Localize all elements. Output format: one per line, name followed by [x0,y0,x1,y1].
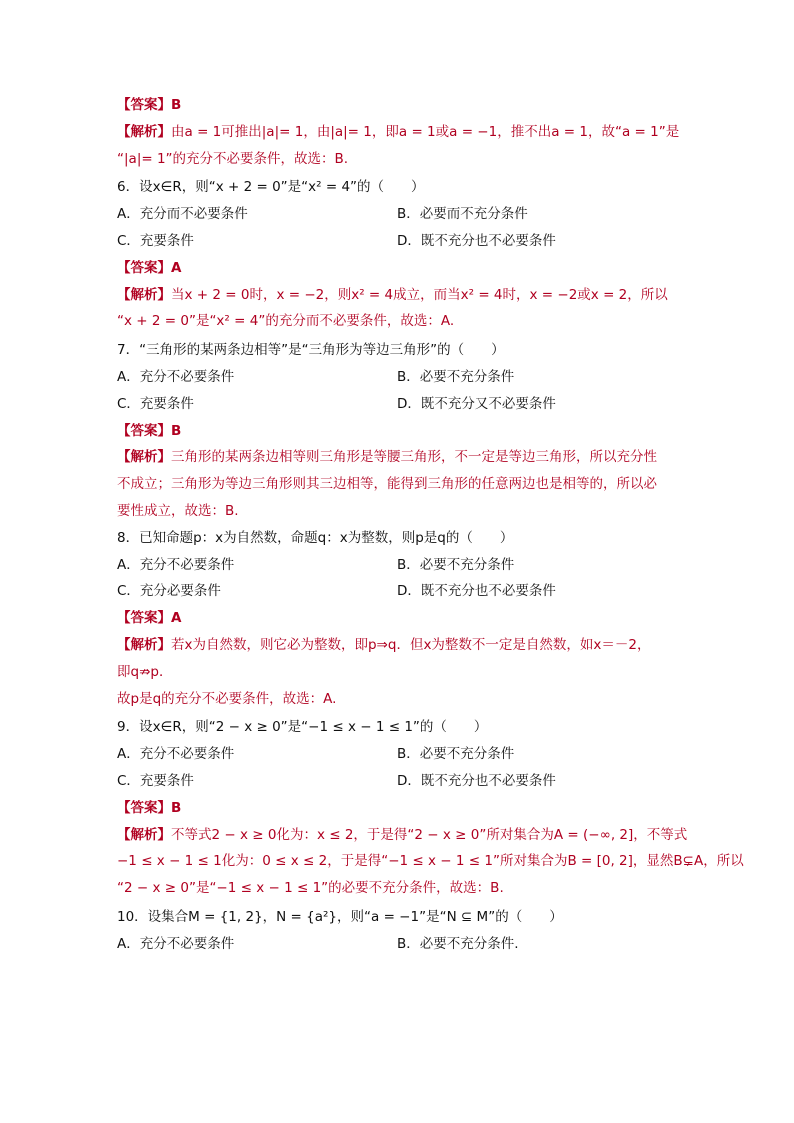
question-9 [117,714,744,902]
answer-value: B [171,97,182,113]
option-c: C．充要条件 [117,232,194,249]
question-stem: 8．已知命题p：x为自然数，命题q：x为整数，则p是q的（ ） [117,529,514,546]
analysis-label: 【解析】 [117,286,171,303]
question-10 [117,904,682,958]
analysis-text: 当x + 2 = 0时，x = −2，则x² = 4成立，而当x² = 4时，x = −2或x = 2，所以 [171,286,668,303]
analysis-line [117,119,682,146]
question-7 [117,337,682,525]
option-a: A．充分而不必要条件 [117,206,248,223]
question-stem: 7．“三角形的某两条边相等”是“三角形为等边三角形”的（ ） [117,342,505,359]
answer-line [117,255,682,282]
option-a: A．充分不必要条件 [117,556,235,573]
option-d: D．既不充分也不必要条件 [397,772,556,789]
option-c: C．充要条件 [117,772,194,789]
answer-line [117,92,682,119]
answer-value: A [171,259,182,276]
option-c: C．充分必要条件 [117,583,221,600]
answer-value: B [171,799,182,816]
question-stem: 9．设x∈R，则“2 − x ≥ 0”是“−1 ≤ x − 1 ≤ 1”的（ ） [117,719,488,736]
options [117,741,682,795]
analysis-label: 【解析】 [117,826,171,843]
analysis-text: “x + 2 = 0”是“x² = 4”的充分而不必要条件，故选：A. [117,313,455,330]
analysis-text: “|a|= 1”的充分不必要条件，故选：B. [117,150,349,167]
analysis-label: 【解析】 [117,449,171,466]
answer-value: A [171,610,182,627]
option-b: B．必要不充分条件 [397,556,515,573]
question-8 [117,525,682,713]
answer-label: 【答案】 [117,97,171,113]
analysis-line [117,632,682,659]
analysis-text: 不成立；三角形为等边三角形则其三边相等，能得到三角形的任意两边也是相等的，所以必 [117,476,657,493]
option-d: D．既不充分也不必要条件 [397,232,556,249]
analysis-text: −1 ≤ x − 1 ≤ 1化为：0 ≤ x ≤ 2，于是得“−1 ≤ x − 1 ≤ 1”所对集合为B = [0, 2]，显然B⊊A，所以 [117,853,744,870]
analysis-line [117,444,682,471]
answer-label: 【答案】 [117,259,171,276]
option-b: B．必要不充分条件 [397,746,515,763]
question-stem: 6．设x∈R，则“x + 2 = 0”是“x² = 4”的（ ） [117,179,425,196]
options [117,364,682,418]
question-stem: 10．设集合M = {1, 2}，N = {a²}，则“a = −1”是“N ⊆ M”的（ ） [117,908,563,925]
answer-value: B [171,422,182,439]
option-a: A．充分不必要条件 [117,935,235,952]
answer-label: 【答案】 [117,422,171,439]
analysis-text: 故p是q的充分不必要条件，故选：A. [117,690,337,707]
document-page [117,92,744,958]
analysis-line [117,822,688,849]
analysis-text: 若x为自然数，则它必为整数，即p⇒q．但x为整数不一定是自然数，如x＝－2， [171,636,651,653]
analysis-text: 由a = 1可推出|a|= 1，由|a|= 1，即a = 1或a = −1，推不出a = 1，故“a = 1”是 [171,123,680,140]
answer-block-5 [117,92,682,172]
option-d: D．既不充分又不必要条件 [397,395,556,412]
option-a: A．充分不必要条件 [117,368,235,385]
options [117,931,682,958]
answer-label: 【答案】 [117,610,171,627]
analysis-label: 【解析】 [117,123,171,140]
analysis-text: 三角形的某两条边相等则三角形是等腰三角形，不一定是等边三角形，所以充分性 [171,449,657,466]
option-a: A．充分不必要条件 [117,746,235,763]
analysis-text: 即q⇏p． [117,663,173,680]
answer-line [117,605,682,632]
option-d: D．既不充分也不必要条件 [397,583,556,600]
option-b: B．必要不充分条件. [397,935,519,952]
answer-label: 【答案】 [117,799,171,816]
options [117,552,682,606]
option-c: C．充要条件 [117,395,194,412]
analysis-text: “2 − x ≥ 0”是“−1 ≤ x − 1 ≤ 1”的必要不充分条件，故选：B. [117,880,504,897]
question-6 [117,174,682,335]
options [117,201,682,255]
option-b: B．必要而不充分条件 [397,206,528,223]
answer-line [117,418,682,445]
analysis-text: 不等式2 − x ≥ 0化为：x ≤ 2，于是得“2 − x ≥ 0”所对集合为A = (−∞, 2]，不等式 [171,826,688,843]
option-b: B．必要不充分条件 [397,368,515,385]
answer-line [117,795,682,822]
analysis-label: 【解析】 [117,636,171,653]
analysis-line [117,282,682,309]
analysis-text: 要性成立，故选：B. [117,502,239,519]
